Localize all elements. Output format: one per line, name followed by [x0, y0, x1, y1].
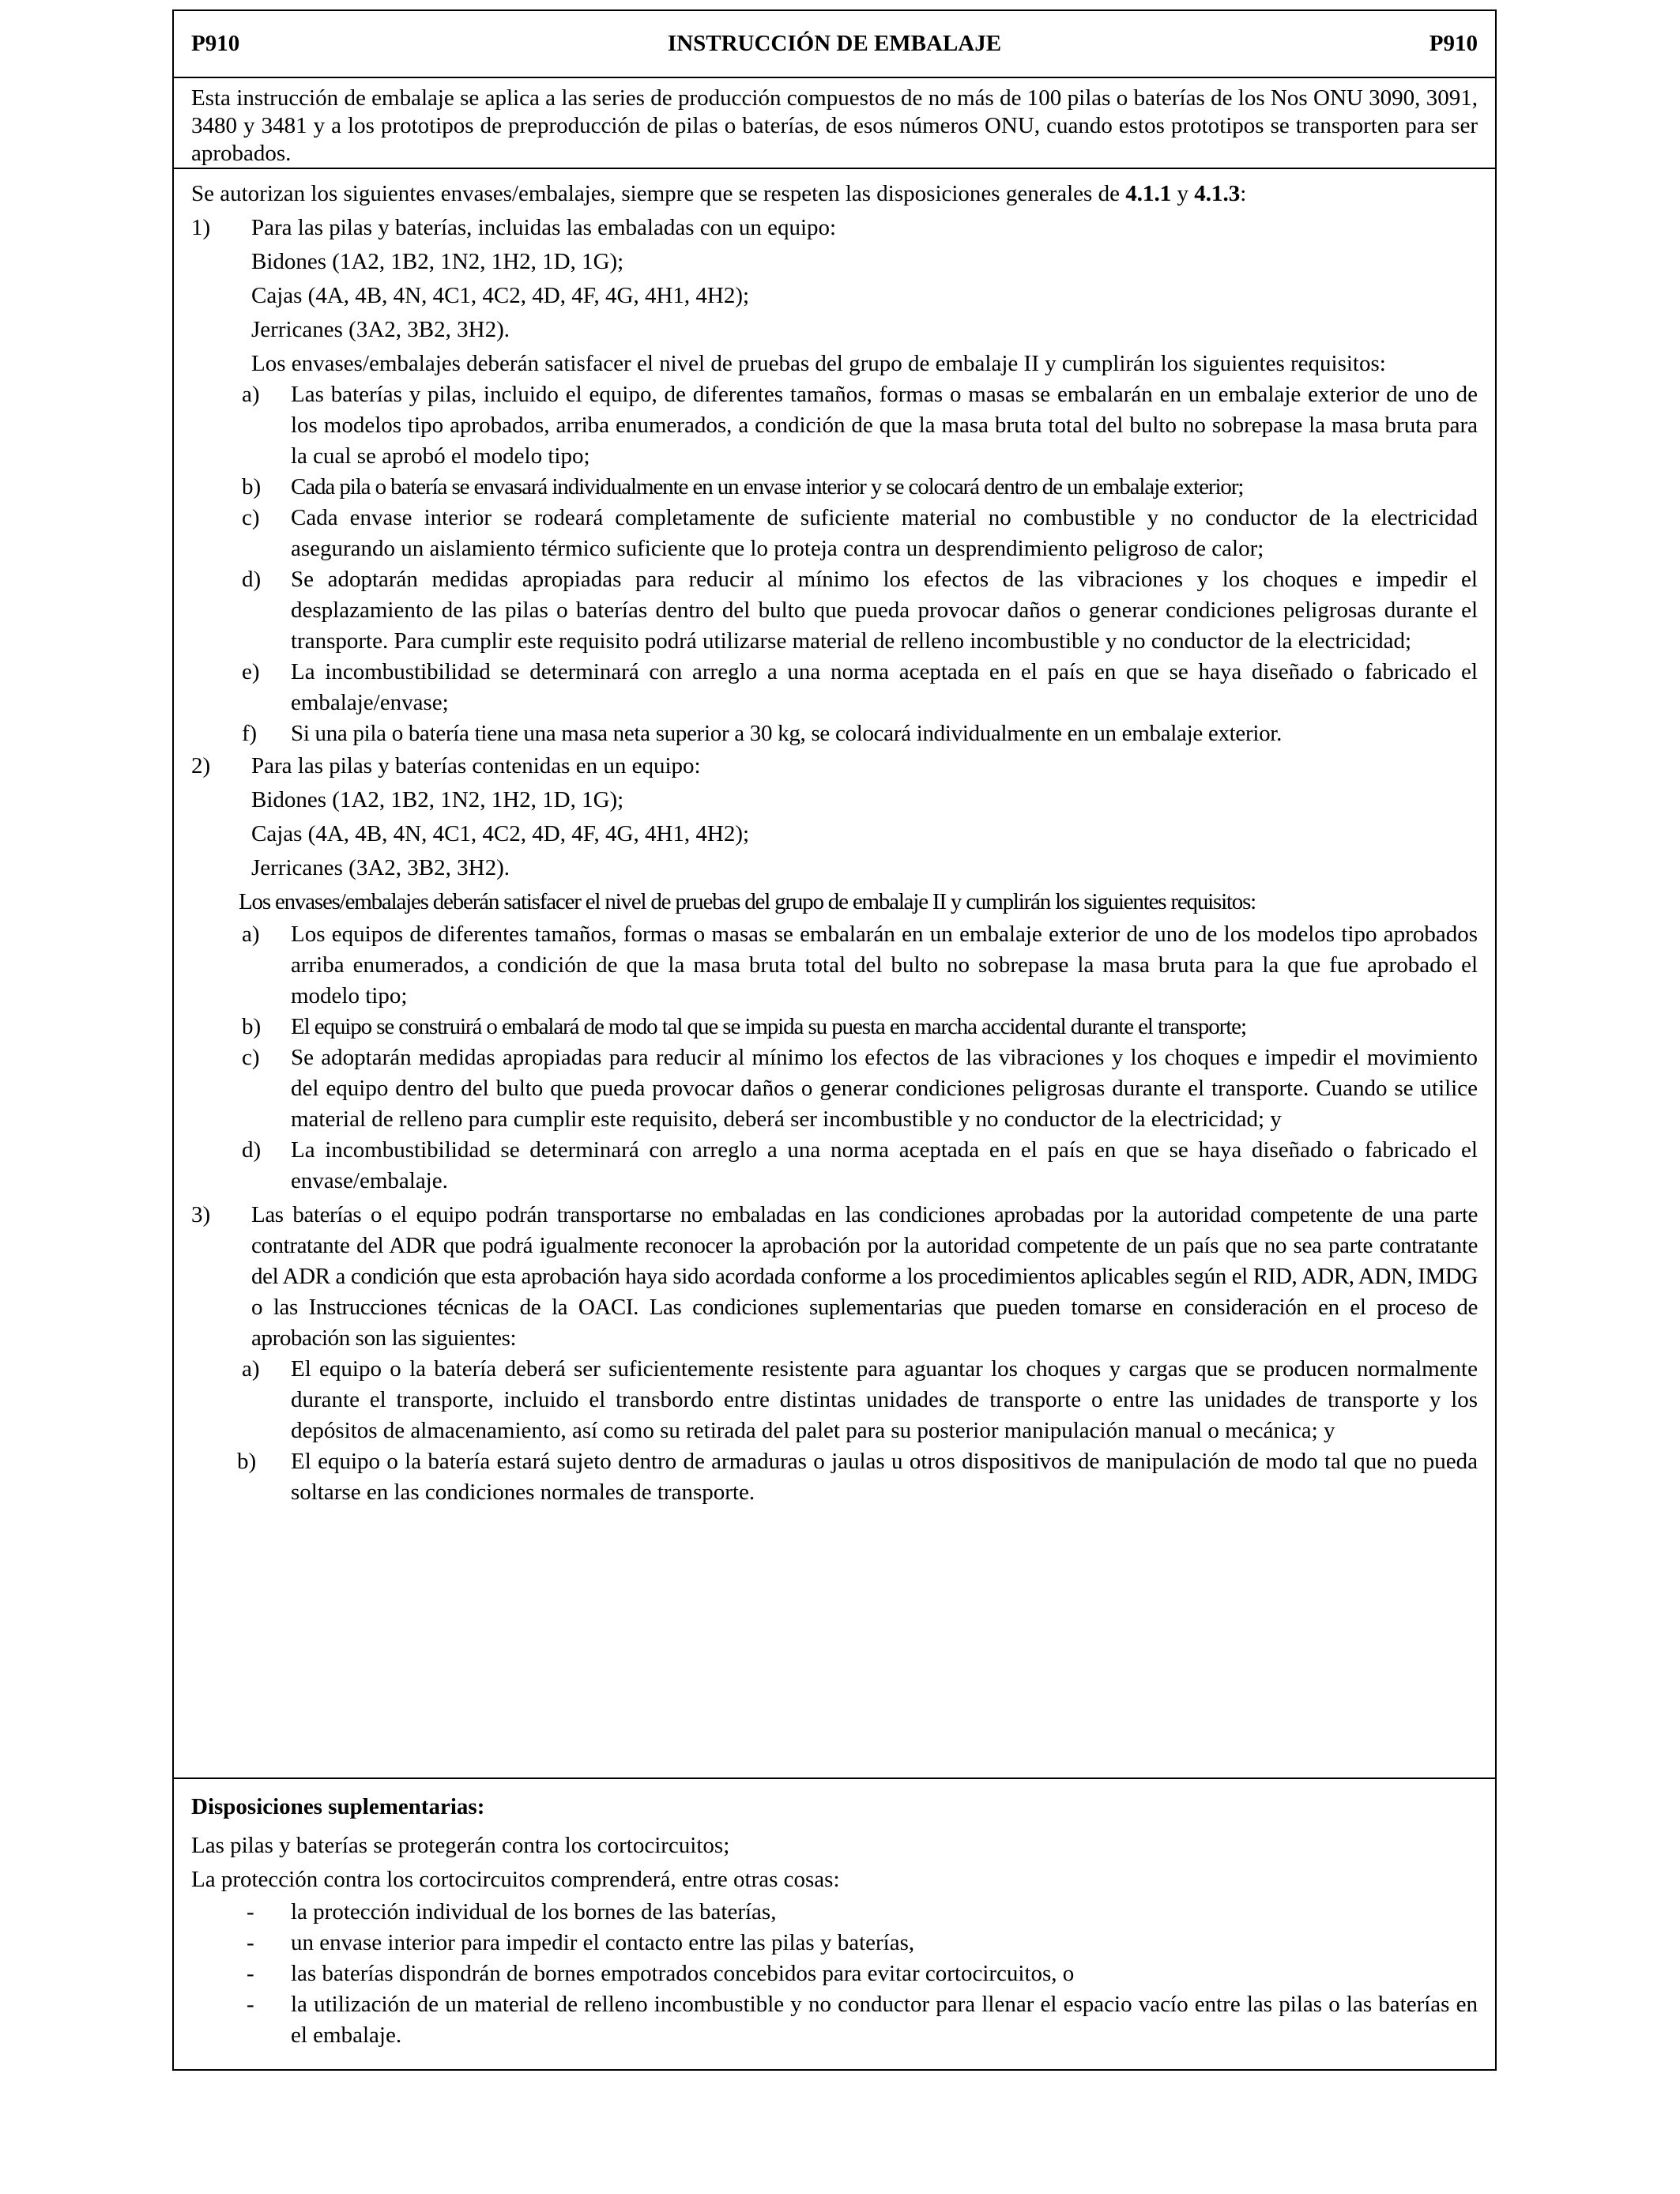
list-item	[191, 1135, 1478, 1197]
bullet-item	[191, 1989, 1478, 2051]
item-text: Las baterías y pilas, incluido el equipo, de diferentes tamaños, formas o masas se embalarán en un embalaje exterior de uno de los modelos tipo aprobados, arriba enumerados, a condición de que la masa bruta total del bulto no sobrepase la masa bruta para la cual se aprobó el modelo tipo;	[291, 382, 1478, 469]
bullet-item	[191, 1897, 1478, 1928]
intro-text: Se autorizan los siguientes envases/embalajes, siempre que se respeten las disposiciones generales de	[191, 181, 1126, 206]
section-2-title	[191, 749, 1478, 783]
pack-line: Bidones (1A2, 1B2, 1N2, 1H2, 1D, 1G);	[251, 249, 624, 274]
pack-line: Cajas (4A, 4B, 4N, 4C1, 4C2, 4D, 4F, 4G, 4H1, 4H2);	[251, 821, 750, 846]
item-text: Se adoptarán medidas apropiadas para reducir al mínimo los efectos de las vibraciones y los choques e impedir el movimiento del equipo dentro del bulto que pueda provocar daños o generar condiciones peligrosas durante el transporte. Cuando se utilice material de relleno para cumplir este requisito, deberá ser incombustible y no conductor de la electricidad; y	[291, 1045, 1478, 1132]
section-1-title	[191, 211, 1478, 245]
section-title: Para las pilas y baterías contenidas en un equipo:	[251, 753, 701, 778]
item-letter: d)	[242, 1137, 262, 1163]
right-code: P910	[1429, 31, 1478, 56]
bullet-dash: -	[247, 1930, 254, 1955]
ref-4-1-1: 4.1.1	[1125, 181, 1172, 206]
item-letter: f)	[242, 721, 257, 746]
section-number: 2)	[191, 753, 211, 778]
bullet-text: la protección individual de los bornes de las baterías,	[291, 1899, 777, 1924]
bullet-dash: -	[247, 1992, 254, 2017]
section-number: 3)	[191, 1202, 211, 1227]
item-letter: b)	[242, 1014, 262, 1039]
list-item	[191, 1042, 1478, 1135]
list-item	[191, 1354, 1478, 1446]
item-text: Los equipos de diferentes tamaños, formas o masas se embalarán en un embalaje exterior de uno de los modelos tipo aprobados arriba enumerados, a condición de que la masa bruta total del bulto no sobrepase la masa bruta para la que fue aprobado el modelo tipo;	[291, 922, 1478, 1008]
requirements-intro: Los envases/embalajes deberán satisfacer el nivel de pruebas del grupo de embalaje II y cumplirán los siguientes requisitos:	[239, 889, 1256, 914]
intro-paragraph	[191, 177, 1478, 211]
item-letter: c)	[242, 505, 260, 530]
bullet-dash: -	[247, 1899, 254, 1924]
bullet-dash: -	[247, 1961, 254, 1986]
supplementary-provisions	[174, 1779, 1495, 2069]
item-text: La incombustibilidad se determinará con arreglo a una norma aceptada en el país en que se haya diseñado o fabricado el envase/embalaje.	[291, 1137, 1478, 1193]
item-letter: a)	[242, 922, 260, 947]
packing-instruction-table	[172, 9, 1497, 2071]
section-number: 1)	[191, 215, 211, 240]
section-title: Para las pilas y baterías, incluidas las embaladas con un equipo:	[251, 215, 837, 240]
table-header	[174, 11, 1495, 78]
section-3-paragraph	[191, 1200, 1478, 1354]
bullet-text: las baterías dispondrán de bornes empotrados concebidos para evitar cortocircuitos, o	[291, 1961, 1075, 1986]
intro-end: :	[1240, 181, 1247, 206]
item-letter: b)	[237, 1449, 257, 1474]
item-letter: a)	[242, 1356, 260, 1382]
scope-paragraph: Esta instrucción de embalaje se aplica a las series de producción compuestos de no más de 100 pilas o baterías de los Nos ONU 3090, 3091, 3480 y 3481 y a los prototipos de preproducción de pilas o baterías, de esos números ONU, cuando estos prototipos se transporten para ser aprobados.	[174, 78, 1495, 169]
list-item	[191, 1012, 1478, 1042]
item-text: Cada envase interior se rodeará completamente de suficiente material no combustible y no conductor de la electricidad asegurando un aislamiento térmico suficiente que lo proteja contra un desprendimiento peligroso de calor;	[291, 505, 1478, 561]
item-letter: c)	[242, 1045, 260, 1070]
list-item	[191, 718, 1478, 749]
item-letter: b)	[242, 474, 262, 499]
page-title: INSTRUCCIÓN DE EMBALAJE	[667, 31, 1002, 56]
section-text: Las baterías o el equipo podrán transportarse no embaladas en las condiciones aprobadas por la autoridad competente de una parte contratante del ADR que podrá igualmente reconocer la aprobación por la autoridad competente de un país que no sea parte contratante del ADR a condición que esta aprobación haya sido acordada conforme a los procedimientos aplicables según el RID, ADR, ADN, IMDG o las Instrucciones técnicas de la OACI. Las condiciones suplementarias que pueden tomarse en consideración en el proceso de aprobación son las siguientes:	[251, 1202, 1478, 1351]
pack-line: Cajas (4A, 4B, 4N, 4C1, 4C2, 4D, 4F, 4G, 4H1, 4H2);	[251, 283, 750, 308]
list-item	[191, 657, 1478, 718]
bullet-item	[191, 1958, 1478, 1989]
item-letter: d)	[242, 567, 262, 592]
item-text: El equipo o la batería deberá ser suficientemente resistente para aguantar los choques y cargas que se producen normalmente durante el transporte, incluido el transbordo entre distintas unidades de transporte o entre las unidades de transporte y los depósitos de almacenamiento, así como su retirada del palet para su posterior manipulación manual o mecánica; y	[291, 1356, 1478, 1443]
list-item	[191, 564, 1478, 657]
intro-conj: y	[1171, 181, 1195, 206]
item-letter: e)	[242, 659, 260, 684]
bullet-item	[191, 1928, 1478, 1958]
authorized-packagings-section	[174, 169, 1495, 1779]
item-text: La incombustibilidad se determinará con arreglo a una norma aceptada en el país en que se haya diseñado o fabricado el embalaje/envase;	[291, 659, 1478, 715]
item-text: Cada pila o batería se envasará individualmente en un envase interior y se colocará dentro de un embalaje exterior;	[291, 474, 1244, 499]
item-text: Se adoptarán medidas apropiadas para reducir al mínimo los efectos de las vibraciones y los choques e impedir el desplazamiento de las pilas o baterías dentro del bulto que pueda provocar daños o generar condiciones peligrosas durante el transporte. Para cumplir este requisito podrá utilizarse material de relleno incombustible y no conductor de la electricidad;	[291, 567, 1478, 654]
supp-heading: Disposiciones suplementarias:	[191, 1794, 485, 1819]
item-text: El equipo se construirá o embalará de modo tal que se impida su puesta en marcha accidental durante el transporte;	[291, 1014, 1246, 1039]
ref-4-1-3: 4.1.3	[1194, 181, 1241, 206]
item-text: Si una pila o batería tiene una masa neta superior a 30 kg, se colocará individualmente en un embalaje exterior.	[291, 721, 1283, 746]
item-letter: a)	[242, 382, 260, 407]
list-item	[191, 472, 1478, 503]
list-item	[191, 1446, 1478, 1508]
item-text: El equipo o la batería estará sujeto dentro de armaduras o jaulas u otros dispositivos de manipulación de modo tal que no pueda soltarse en las condiciones normales de transporte.	[291, 1449, 1478, 1505]
bullet-text: la utilización de un material de relleno incombustible y no conductor para llenar el espacio vacío entre las pilas o las baterías en el embalaje.	[291, 1992, 1478, 2048]
pack-line: Bidones (1A2, 1B2, 1N2, 1H2, 1D, 1G);	[251, 787, 624, 812]
left-code: P910	[191, 31, 240, 56]
bullet-text: un envase interior para impedir el contacto entre las pilas y baterías,	[291, 1930, 915, 1955]
requirements-intro: Los envases/embalajes deberán satisfacer el nivel de pruebas del grupo de embalaje II y cumplirán los siguientes requisitos:	[251, 351, 1386, 376]
pack-line: Jerricanes (3A2, 3B2, 3H2).	[251, 317, 510, 342]
supp-paragraph: Las pilas y baterías se protegerán contra los cortocircuitos;	[191, 1833, 730, 1858]
supp-paragraph: La protección contra los cortocircuitos comprenderá, entre otras cosas:	[191, 1867, 840, 1892]
list-item	[191, 379, 1478, 472]
pack-line: Jerricanes (3A2, 3B2, 3H2).	[251, 855, 510, 880]
list-item	[191, 503, 1478, 564]
list-item	[191, 919, 1478, 1012]
